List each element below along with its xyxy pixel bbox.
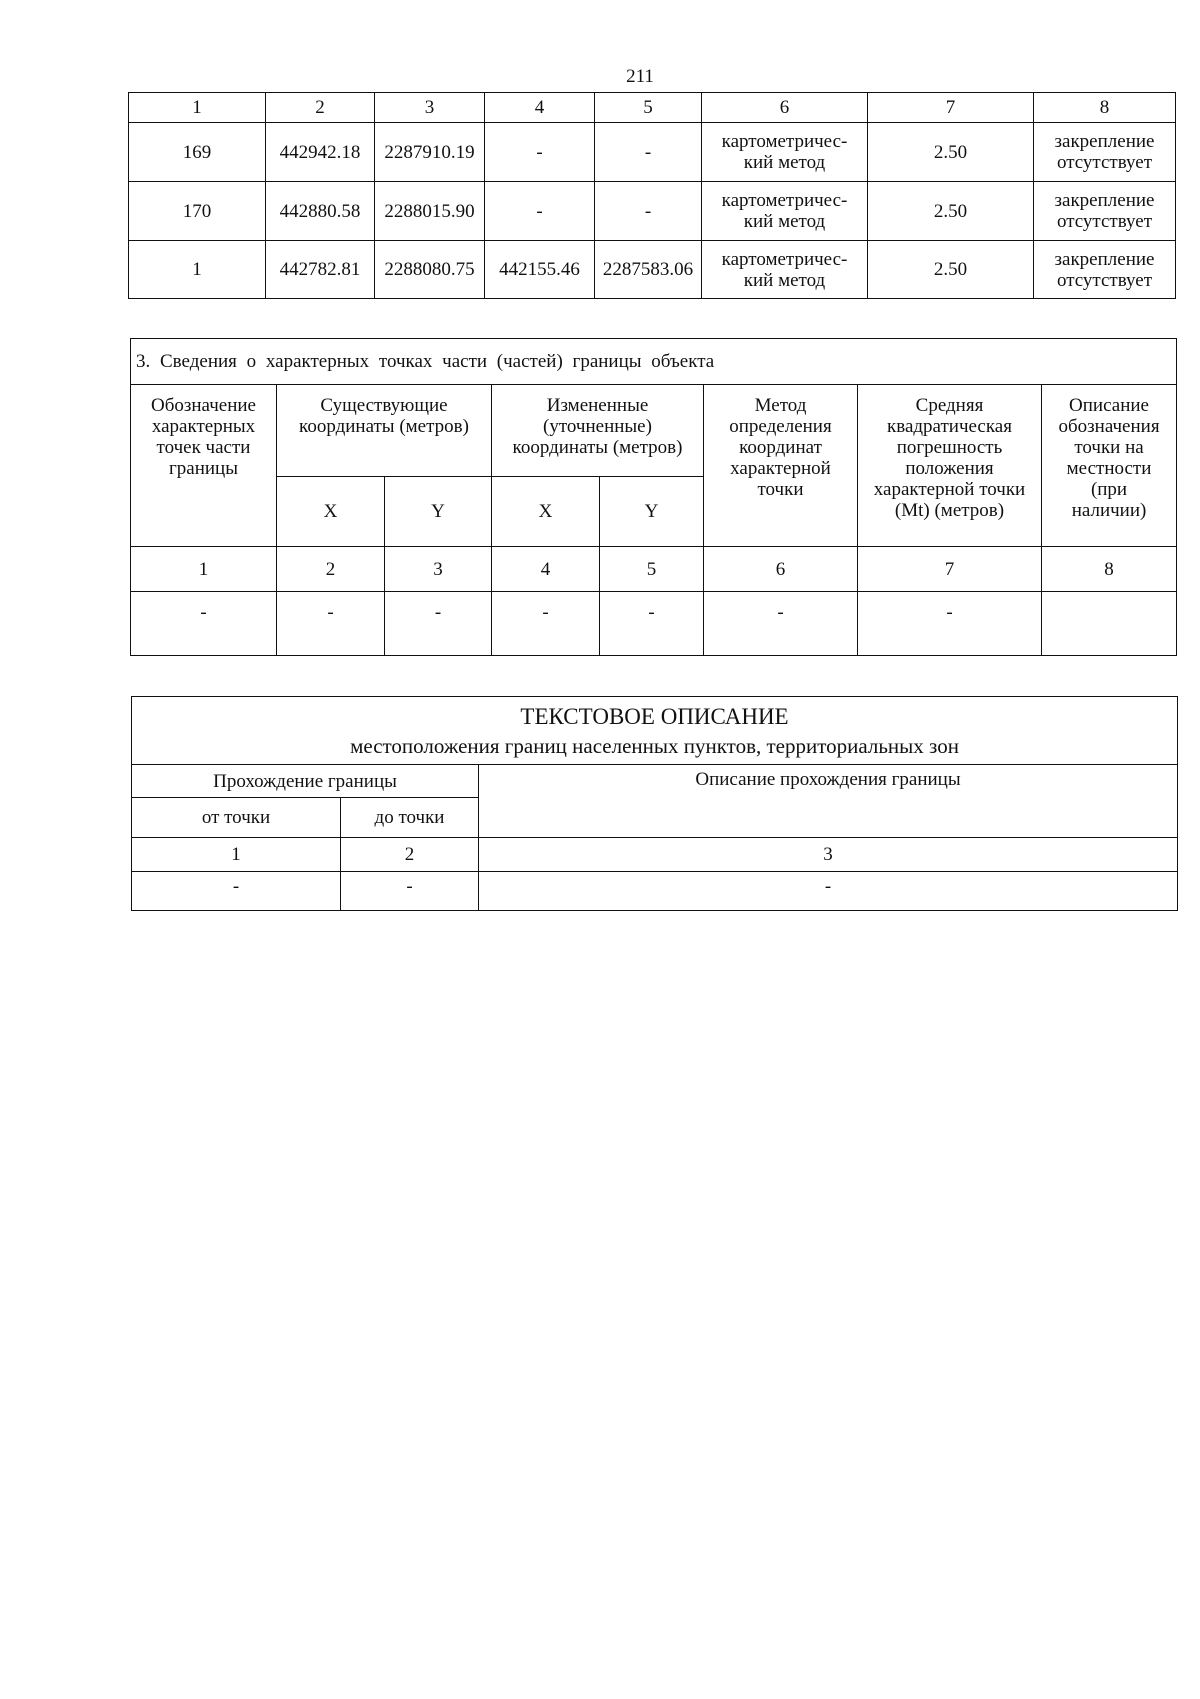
coord-x: 442880.58 [266,182,375,241]
header-cell: 3 [375,93,485,123]
coord-x: 442782.81 [266,241,375,299]
text-description-table [131,696,1178,911]
cell: - [132,872,341,911]
description-cell [1034,123,1176,182]
header-line: местности [1066,458,1152,479]
column-number: 4 [492,547,600,592]
section-title-row [131,339,1177,385]
point-number: 170 [129,182,266,241]
method-line: картометричес- [721,190,848,211]
description-cell [1034,241,1176,299]
method-cell [702,182,868,241]
coord-y-changed: 2287583.06 [595,241,702,299]
cell: - [479,872,1178,911]
header-line: координаты (метров) [512,437,683,458]
column-number: 1 [132,838,341,872]
coord-y: 2288080.75 [375,241,485,299]
column-number: 3 [479,838,1178,872]
column-number: 3 [385,547,492,592]
header-line: Средняя [915,395,984,416]
method-line: кий метод [743,211,826,232]
cell: - [858,592,1042,656]
header-row [131,385,1177,477]
header-line: характерной точки [873,479,1026,500]
description-line: отсутствует [1056,152,1153,173]
description-line: закрепление [1054,190,1155,211]
col-description: Описание прохождения границы [479,765,1178,838]
subtitle: местоположения границ населенных пунктов, территориальных зон [350,733,959,758]
column-number: 6 [704,547,858,592]
method-line: картометричес- [721,131,848,152]
table-row [131,592,1177,656]
error-cell: 2.50 [868,241,1034,299]
column-number: 2 [277,547,385,592]
header-cell: 7 [868,93,1034,123]
coord-x-changed: - [485,123,595,182]
coord-y-changed: - [595,123,702,182]
header-cell: 6 [702,93,868,123]
method-cell [702,241,868,299]
col-to: до точки [341,798,479,838]
cell [1042,592,1177,656]
header-line: Существующие [320,395,448,416]
sub-y: Y [600,477,704,547]
header-line: границы [169,458,238,479]
description-line: закрепление [1054,248,1155,270]
error-cell: 2.50 [868,123,1034,182]
header-line: Описание [1069,395,1149,416]
table-row [129,241,1176,299]
header-row [132,765,1178,798]
header-line: Метод [754,395,807,416]
section-title: 3. Сведения о характерных точках части (частей) границы объекта [131,339,1177,385]
col-from: от точки [132,798,341,838]
header-line: координат [739,437,822,458]
header-line: (уточненные) [543,416,652,437]
header-line: погрешность [896,437,1003,458]
header-line: квадратическая [887,416,1012,437]
description-line: отсутствует [1056,211,1153,232]
method-line: картометричес- [721,248,848,270]
point-number: 169 [129,123,266,182]
col-designation [131,385,277,547]
title-row [132,697,1178,765]
header-line: наличии) [1071,500,1147,521]
method-cell [702,123,868,182]
header-cell: 4 [485,93,595,123]
coord-x: 442942.18 [266,123,375,182]
header-line: (Mt) (метров) [894,500,1005,521]
header-line: определения [729,416,832,437]
header-line: координаты (метров) [299,416,469,437]
method-line: кий метод [743,152,826,173]
boundary-part-points-table [130,338,1177,656]
col-description [1042,385,1177,547]
cell: - [492,592,600,656]
page-number: 211 [626,66,654,87]
point-number: 1 [129,241,266,299]
header-line: Измененные [546,395,649,416]
column-numbers-row [132,838,1178,872]
header-line: точки на [1074,437,1144,458]
table-row [129,123,1176,182]
sub-x: X [492,477,600,547]
coord-y: 2287910.19 [375,123,485,182]
column-number: 5 [600,547,704,592]
description-line: закрепление [1054,131,1155,152]
table-row [129,182,1176,241]
header-line: характерных [151,416,256,437]
header-line: характерной [730,458,831,479]
cell: - [131,592,277,656]
coord-x-changed: 442155.46 [485,241,595,299]
sub-y: Y [385,477,492,547]
coordinates-table [128,92,1176,299]
col-changed-coords [492,385,704,477]
header-line: (при [1090,479,1128,500]
title-cell [132,697,1178,765]
cell: - [600,592,704,656]
column-number: 7 [858,547,1042,592]
col-passing: Прохождение границы [132,765,479,798]
title: ТЕКСТОВОЕ ОПИСАНИЕ [520,703,789,729]
error-cell: 2.50 [868,182,1034,241]
column-number: 8 [1042,547,1177,592]
method-line: кий метод [743,269,826,291]
header-line: точек части [156,437,251,458]
col-existing-coords [277,385,492,477]
header-cell: 8 [1034,93,1176,123]
header-line: обозначения [1058,416,1160,437]
table-header-row [129,93,1176,123]
cell: - [704,592,858,656]
coord-y: 2288015.90 [375,182,485,241]
cell: - [385,592,492,656]
column-numbers-row [131,547,1177,592]
sub-x: X [277,477,385,547]
description-cell [1034,182,1176,241]
header-line: Обозначение [151,395,256,416]
coord-x-changed: - [485,182,595,241]
coord-y-changed: - [595,182,702,241]
header-cell: 1 [129,93,266,123]
column-number: 2 [341,838,479,872]
col-method [704,385,858,547]
header-line: положения [905,458,994,479]
description-line: отсутствует [1056,269,1153,291]
col-error [858,385,1042,547]
column-number: 1 [131,547,277,592]
cell: - [277,592,385,656]
header-cell: 2 [266,93,375,123]
table-row [132,872,1178,911]
cell: - [341,872,479,911]
header-line: точки [757,479,804,500]
header-cell: 5 [595,93,702,123]
